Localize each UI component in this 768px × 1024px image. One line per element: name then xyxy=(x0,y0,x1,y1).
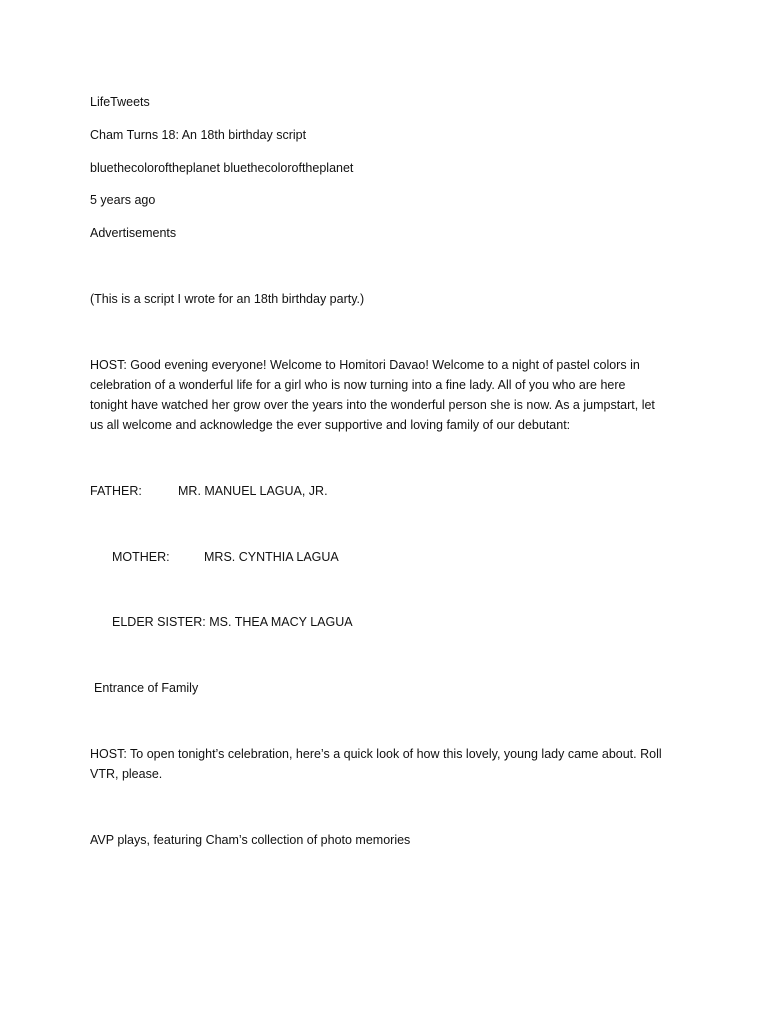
avp-line: AVP plays, featuring Cham’s collection of photo memories xyxy=(90,833,411,847)
host-paragraph-1 xyxy=(90,355,680,435)
mother-label: MOTHER: xyxy=(112,550,170,564)
host-paragraph-1-line: celebration of a wonderful life for a girl who is now turning into a fine lady. All of you who are here xyxy=(90,378,626,392)
host-paragraph-2 xyxy=(90,744,680,784)
father-name: MR. MANUEL LAGUA, JR. xyxy=(178,484,328,498)
father-label: FATHER: xyxy=(90,484,142,498)
site-name: LifeTweets xyxy=(90,95,150,109)
host-paragraph-2-line: HOST: To open tonight’s celebration, here’s a quick look of how this lovely, young lady came about. Roll xyxy=(90,747,662,761)
mother-line xyxy=(112,547,702,567)
document-title: Cham Turns 18: An 18th birthday script xyxy=(90,128,307,142)
intro-text: (This is a script I wrote for an 18th birthday party.) xyxy=(90,292,365,306)
host-paragraph-1-line: us all welcome and acknowledge the ever supportive and loving family of our debutant: xyxy=(90,418,571,432)
author-line: bluethecoloroftheplanet bluethecoloroftheplanet xyxy=(90,161,354,175)
host-paragraph-2-line: VTR, please. xyxy=(90,767,163,781)
sister-line: ELDER SISTER: MS. THEA MACY LAGUA xyxy=(112,615,353,629)
date-line: 5 years ago xyxy=(90,193,156,207)
host-paragraph-1-line: HOST: Good evening everyone! Welcome to Homitori Davao! Welcome to a night of pastel colors in xyxy=(90,358,640,372)
ads-label: Advertisements xyxy=(90,226,177,240)
father-line xyxy=(90,481,680,501)
entrance-line: Entrance of Family xyxy=(94,681,199,695)
mother-name: MRS. CYNTHIA LAGUA xyxy=(204,550,339,564)
host-paragraph-1-line: tonight have watched her grow over the years into the wonderful person she is now. As a jumpstart, let xyxy=(90,398,655,412)
